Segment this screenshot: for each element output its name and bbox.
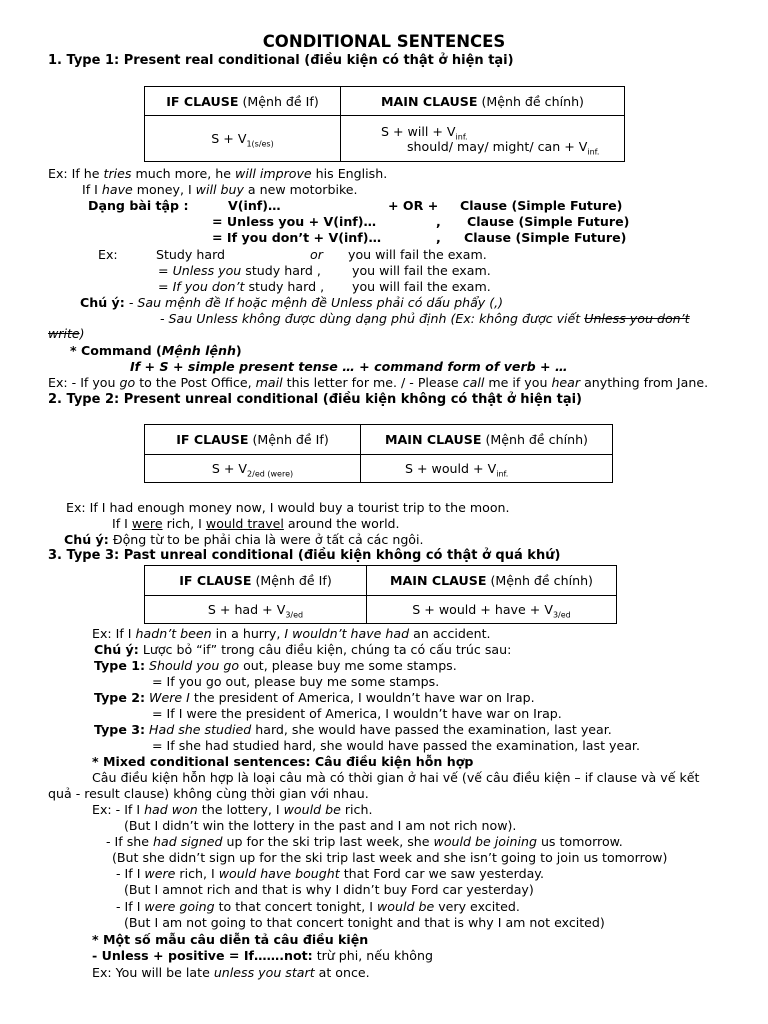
exercise-row-1-a: V(inf)… (228, 198, 281, 213)
unless-example: Ex: You will be late unless you start at once. (92, 965, 370, 980)
inversion-type3: Type 3: Had she studied hard, she would have passed the examination, last year. (94, 722, 612, 737)
exercise-ex-1c: you will fail the exam. (348, 247, 487, 262)
mixed-description-1: Câu điều kiện hỗn hợp là loại câu mà có thời gian ở hai vế (vế câu điều kiện – if clause và vế kết (92, 770, 700, 785)
type3-table (144, 565, 617, 624)
inversion-type1: Type 1: Should you go out, please buy me some stamps. (94, 658, 457, 673)
type1-table (144, 86, 625, 162)
type1-note-1: Chú ý: - Sau mệnh đề If hoặc mệnh đề Unless phải có dấu phẩy (,) (80, 295, 504, 310)
if-clause-formula: S + had + $V_{3/ed}$ (145, 596, 367, 624)
exercise-row-1-b: + OR + (388, 198, 439, 213)
exercise-row-1-c: Clause (Simple Future) (460, 198, 623, 213)
main-clause-formula: S + will + $V_{inf.}$ should/ may/ might/ can + $V_{inf.}$ (341, 116, 625, 162)
command-example: Ex: - If you go to the Post Office, mail this letter for me. / - Please call me if you hear anything from Jane. (48, 375, 709, 390)
type1-heading: 1. Type 1: Present real conditional (điều kiện có thật ở hiện tại) (48, 53, 514, 68)
if-clause-formula: $S + V_{2/ed (were)}$ (145, 455, 361, 483)
inversion-type2: Type 2: Were I the president of America, I wouldn’t have war on Irap. (94, 690, 535, 705)
exercise-row-2-a: = Unless you + V(inf)… (212, 214, 377, 229)
exercise-ex-1b: or (310, 247, 323, 262)
type1-note-3: write) (48, 326, 85, 341)
type2-example-1: Ex: If I had enough money now, I would buy a tourist trip to the moon. (66, 500, 510, 515)
exercise-ex-1a: Study hard (156, 247, 226, 262)
inversion-type3-equivalent: = If she had studied hard, she would have passed the examination, last year. (152, 738, 640, 753)
type3-note: Chú ý: Lược bỏ “if” trong câu điều kiện, chúng ta có cấu trúc sau: (94, 642, 512, 657)
type2-table (144, 424, 613, 483)
type3-heading: 3. Type 3: Past unreal conditional (điều kiện không có thật ở quá khứ) (48, 548, 561, 563)
command-formula: If + S + simple present tense … + command form of verb + … (130, 359, 568, 374)
exercise-row-2-b: , (436, 214, 441, 229)
type1-example-2: If I have money, I will buy a new motorbike. (82, 182, 358, 197)
inversion-type1-equivalent: = If you go out, please buy me some stamps. (152, 674, 440, 689)
exercise-row-3-c: Clause (Simple Future) (464, 230, 627, 245)
if-clause-formula: $S + V_{1(s/es)}$ (145, 116, 341, 162)
exercise-ex-3: = If you don’t study hard , (158, 279, 325, 294)
mixed-example-2: - If she had signed up for the ski trip last week, she would be joining us tomorrow. (106, 834, 623, 849)
exercise-row-2-c: Clause (Simple Future) (467, 214, 630, 229)
mixed-example-1: Ex: - If I had won the lottery, I would be rich. (92, 802, 373, 817)
mixed-example-4-explanation: (But I am not going to that concert tonight and that is why I am not excited) (124, 915, 605, 930)
exercise-type-label: Dạng bài tập : (88, 198, 189, 213)
type1-note-2: - Sau Unless không được dùng dạng phủ định (Ex: không được viết Unless you don’t (160, 311, 690, 326)
mixed-heading: * Mixed conditional sentences: Câu điều kiện hỗn hợp (92, 754, 474, 769)
if-clause-header: IF CLAUSE (Mệnh đề If) (145, 566, 367, 596)
mixed-example-4: - If I were going to that concert tonight, I would be very excited. (116, 899, 520, 914)
mixed-example-3-explanation: (But I amnot rich and that is why I didn’t buy Ford car yesterday) (124, 882, 534, 897)
mixed-example-2-explanation: (But she didn’t sign up for the ski trip last week and she isn’t going to join us tomorrow) (112, 850, 668, 865)
type2-heading: 2. Type 2: Present unreal conditional (điều kiện không có thật ở hiện tại) (48, 392, 583, 407)
inversion-type2-equivalent: = If I were the president of America, I wouldn’t have war on Irap. (152, 706, 562, 721)
mixed-example-1-explanation: (But I didn’t win the lottery in the past and I am not rich now). (124, 818, 517, 833)
mixed-example-3: - If I were rich, I would have bought that Ford car we saw yesterday. (116, 866, 544, 881)
exercise-row-3-b: , (436, 230, 441, 245)
main-clause-formula: S + would + $V_{inf.}$ (361, 455, 613, 483)
page-title: CONDITIONAL SENTENCES (262, 32, 506, 51)
mixed-description-2: quả - result clause) không cùng thời gian với nhau. (48, 786, 369, 801)
type3-example: Ex: If I hadn’t been in a hurry, I wouldn’t have had an accident. (92, 626, 491, 641)
exercise-row-3-a: = If you don’t + V(inf)… (212, 230, 382, 245)
main-clause-header: MAIN CLAUSE (Mệnh đề chính) (367, 566, 617, 596)
if-clause-header: IF CLAUSE (Mệnh đề If) (145, 425, 361, 455)
exercise-ex-3-result: you will fail the exam. (352, 279, 491, 294)
main-clause-header: MAIN CLAUSE (Mệnh đề chính) (361, 425, 613, 455)
if-clause-header: IF CLAUSE (Mệnh đề If) (145, 87, 341, 116)
main-clause-formula: S + would + have + $V_{3/ed}$ (367, 596, 617, 624)
type2-example-2: If I were rich, I would travel around the world. (112, 516, 400, 531)
exercise-ex-label: Ex: (98, 247, 118, 262)
exercise-ex-2-result: you will fail the exam. (352, 263, 491, 278)
patterns-heading: * Một số mẫu câu diễn tả câu điều kiện (92, 932, 369, 947)
type1-example-1: Ex: If he tries much more, he will improve his English. (48, 166, 388, 181)
main-clause-header: MAIN CLAUSE (Mệnh đề chính) (341, 87, 625, 116)
type2-note: Chú ý: Động từ to be phải chia là were ở tất cả các ngôi. (64, 532, 424, 547)
exercise-ex-2: = Unless you study hard , (158, 263, 321, 278)
command-title: * Command (Mệnh lệnh) (70, 343, 242, 358)
unless-rule: - Unless + positive = If…….not: trừ phi, nếu không (92, 948, 433, 963)
